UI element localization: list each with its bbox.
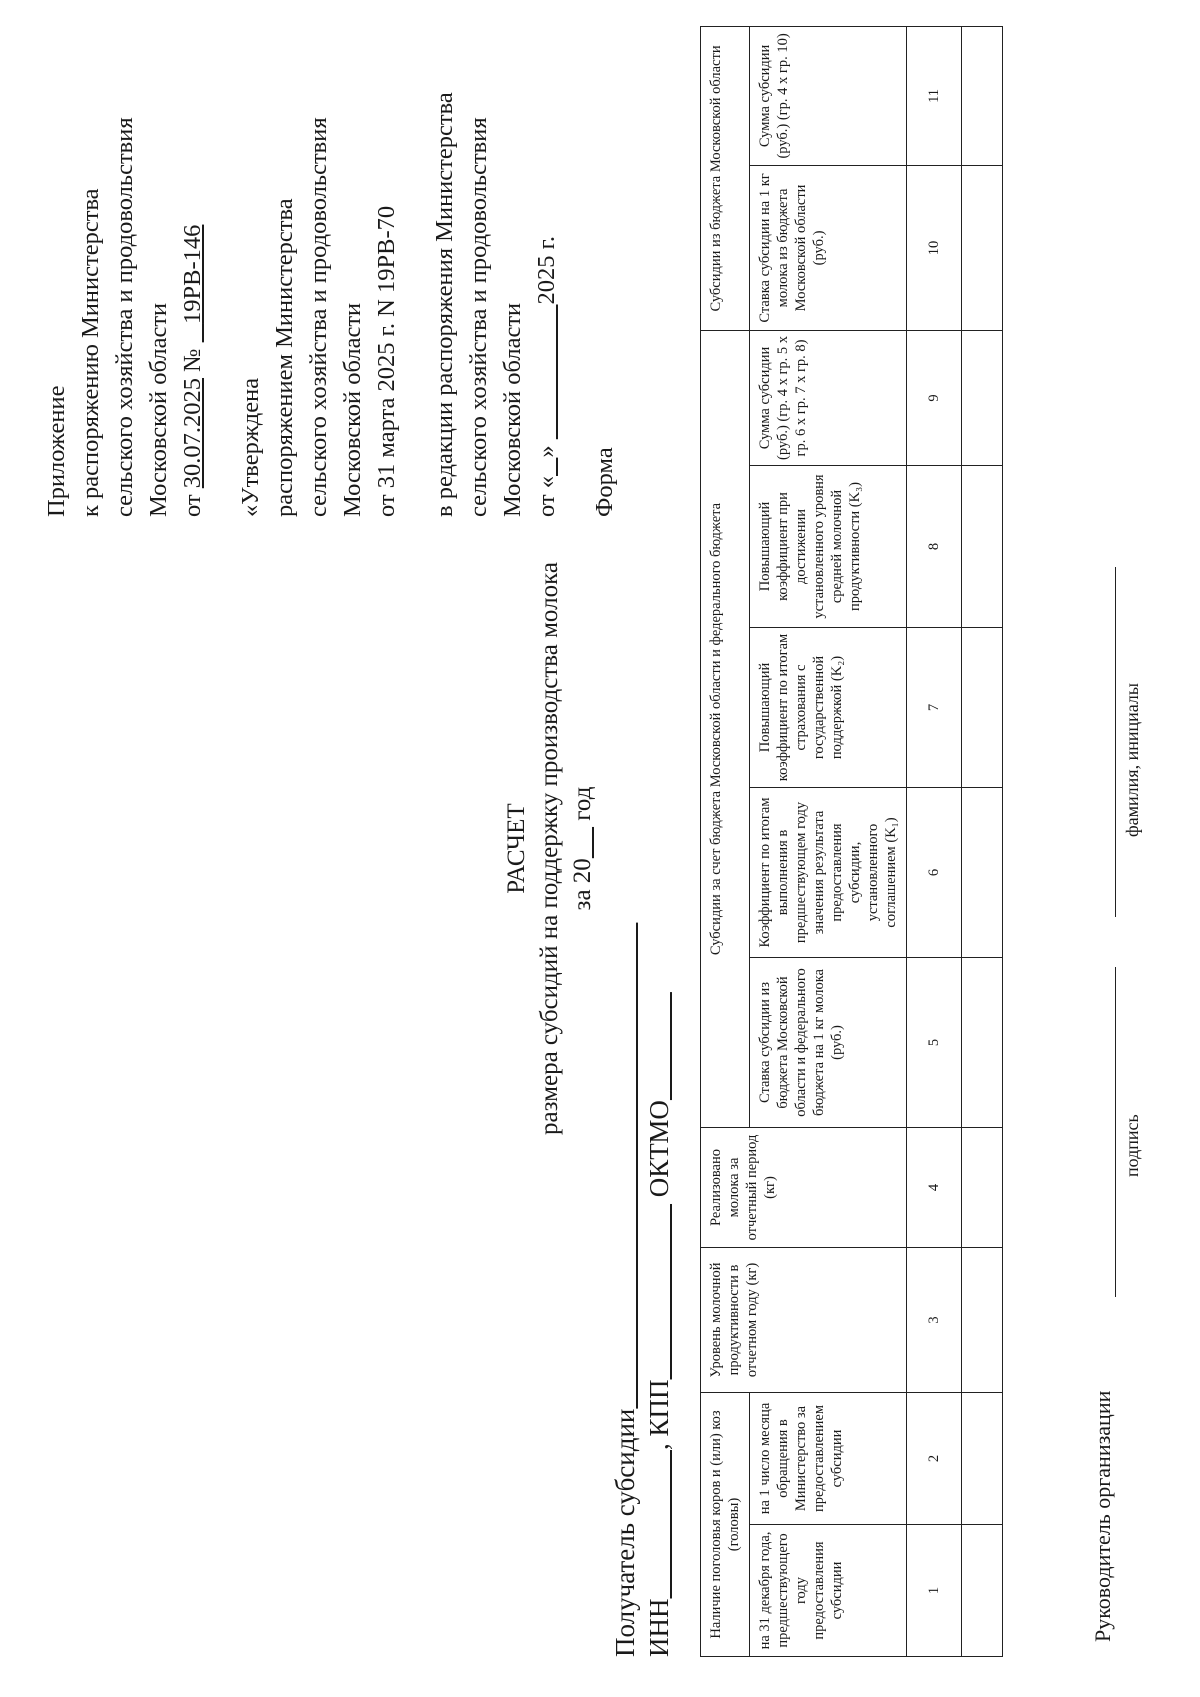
column-number: 2 — [907, 1393, 962, 1525]
header-livestock: Наличие поголовья коров и (или) коз (головы) — [701, 1393, 750, 1657]
name-line — [1115, 567, 1116, 917]
order-number: 19РВ-146 — [179, 224, 206, 324]
subsidy-calculation-table — [700, 26, 1003, 1657]
approved-line: «Утверждена — [237, 377, 264, 517]
appendix-ministry: сельского хозяйства и продовольствия — [111, 117, 138, 517]
header-regional-group: Субсидии из бюджета Московской области — [701, 26, 750, 330]
empty-cell — [962, 958, 1003, 1128]
form-label: Форма — [591, 447, 618, 517]
empty-cell — [962, 330, 1003, 465]
empty-cell — [962, 788, 1003, 958]
edition-ministry: сельского хозяйства и продовольствия — [465, 117, 492, 517]
empty-cell — [962, 165, 1003, 330]
signature-caption: подпись — [1122, 1114, 1142, 1177]
empty-cell — [962, 628, 1003, 788]
inn-kpp-oktmo-line — [642, 923, 676, 1657]
header-sum-regional: Сумма субсидии (руб.) (гр. 4 x гр. 10) — [750, 26, 907, 165]
empty-cell — [962, 1128, 1003, 1248]
column-number: 5 — [907, 958, 962, 1128]
recipient-block — [608, 923, 676, 1657]
appendix-to-order: к распоряжению Министерства — [77, 188, 104, 517]
column-number: 3 — [907, 1248, 962, 1393]
column-number: 1 — [907, 1525, 962, 1657]
column-number-row — [907, 26, 962, 1656]
signature-line — [1115, 967, 1116, 1297]
oktmo-label: ОКТМО — [644, 1100, 674, 1198]
approved-by: распоряжением Министерства — [271, 198, 298, 517]
from-prefix: от — [179, 494, 206, 517]
document-title: РАСЧЕТ — [503, 803, 530, 894]
header-rate-federal: Ставка субсидии из бюджета Московской области и федерального бюджета на 1 кг молока (руб.) — [750, 958, 907, 1128]
header-productivity: Уровень молочной продуктивности в отчетном году (кг) — [701, 1248, 907, 1393]
column-number: 7 — [907, 628, 962, 788]
empty-cell — [962, 26, 1003, 165]
recipient-line: Получатель субсидии — [610, 1408, 640, 1657]
column-number: 9 — [907, 330, 962, 465]
header-k2: Повышающий коэффициент по итогам страхования с государственной поддержкой (K₂) — [750, 628, 907, 788]
column-number: 6 — [907, 788, 962, 958]
approved-date: от 31 марта 2025 г. N 19РВ-70 — [373, 205, 400, 517]
column-number: 11 — [907, 26, 962, 165]
appendix-region: Московской области — [145, 302, 172, 517]
name-caption: фамилия, инициалы — [1122, 683, 1142, 837]
empty-data-row — [962, 26, 1003, 1656]
edition-line: в редакции распоряжения Министерства — [431, 92, 458, 517]
empty-cell — [962, 1248, 1003, 1393]
from-date: 30.07.2025 — [179, 377, 206, 489]
appendix-line: Приложение — [43, 385, 70, 517]
header-k3: Повышающий коэффициент при достижении установленного уровня средней молочной продуктивности (K₃) — [750, 466, 907, 628]
edition-date: от « » 2025 г. — [533, 235, 560, 517]
empty-cell — [962, 1393, 1003, 1525]
head-of-organization: Руководитель организации — [1090, 1390, 1115, 1642]
column-number: 8 — [907, 466, 962, 628]
kpp-label: , КПП — [644, 1379, 674, 1450]
number-sign: № — [179, 348, 206, 372]
header-sum-federal: Сумма субсидии (руб.) (гр. 4 x гр. 5 x гр. 6 x гр. 7 x гр. 8) — [750, 330, 907, 465]
empty-cell — [962, 466, 1003, 628]
inn-label: ИНН — [644, 1598, 674, 1657]
document-period: за 20 год — [569, 786, 596, 911]
header-milk-sold: Реализовано молока за отчетный период (кг) — [701, 1128, 907, 1248]
appendix-date-line — [176, 47, 210, 517]
header-rate-regional: Ставка субсидии на 1 кг молока из бюджета Московской области (руб.) — [750, 165, 907, 330]
column-number: 10 — [907, 165, 962, 330]
approved-region: Московской области — [339, 302, 366, 517]
approved-ministry: сельского хозяйства и продовольствия — [305, 117, 332, 517]
header-month1: на 1 число месяца обращения в Министерство за предоставлением субсидии — [750, 1393, 907, 1525]
empty-cell — [962, 1525, 1003, 1657]
header-dec31: на 31 декабря года, предшествующего году предоставления субсидии — [750, 1525, 907, 1657]
column-number: 4 — [907, 1128, 962, 1248]
header-federal-group: Субсидии за счет бюджета Московской области и федерального бюджета — [701, 330, 750, 1127]
header-k1: Коэффициент по итогам выполнения в предшествующем году значения результата предоставления субсидии, установленного соглашением (K₁) — [750, 788, 907, 958]
edition-region: Московской области — [499, 302, 526, 517]
document-subtitle: размера субсидий на поддержку производства молока — [536, 562, 563, 1135]
